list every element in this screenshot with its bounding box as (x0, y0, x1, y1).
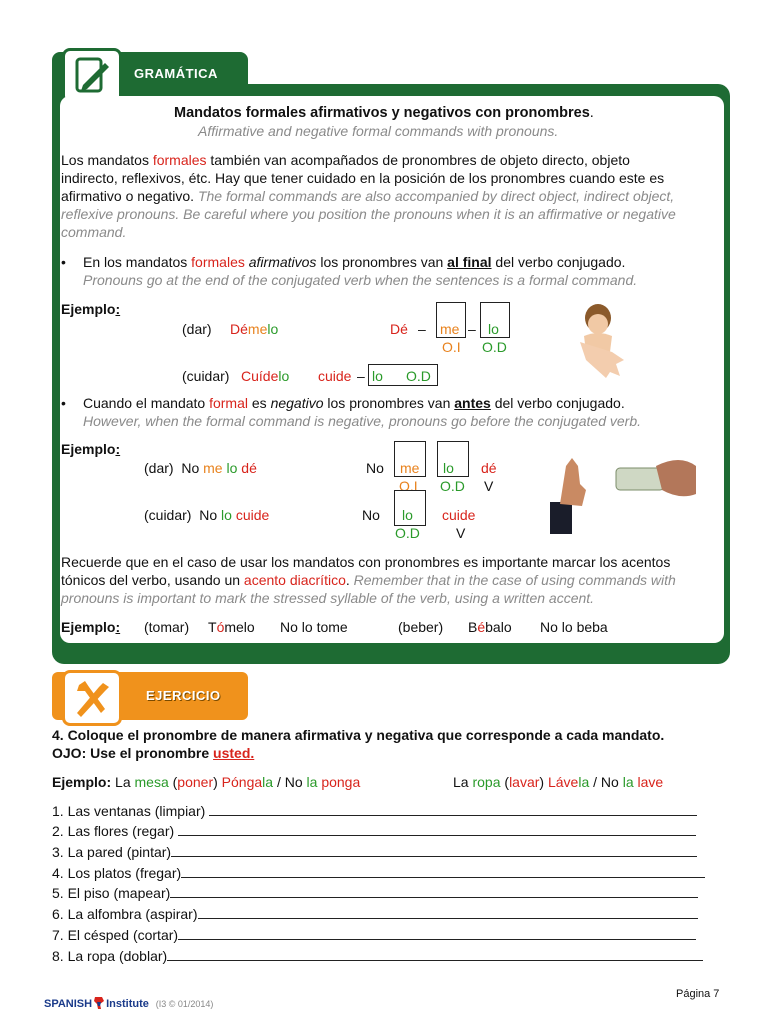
ex3-no-lo-tome: No lo tome (280, 619, 348, 635)
b1-italic: afirmativos (248, 254, 317, 270)
grammar-title (174, 104, 594, 122)
part: lo (267, 321, 279, 337)
ex2-row1 (144, 459, 257, 477)
accent-line-3: pronouns is important to mark the stressed syllable of the verb, using a written accent. (61, 590, 595, 606)
accent-text: tónicos del verbo, usando un (61, 572, 244, 588)
t: la (262, 774, 274, 790)
ex2-de: dé (481, 460, 497, 476)
t: ) (213, 774, 222, 790)
b1-bold: al final (447, 254, 492, 270)
item-text: 7. El césped (cortar) (52, 927, 179, 943)
map-icon (93, 996, 105, 1010)
ex2-od2: O.D (395, 525, 420, 541)
b1-text: En los mandatos (83, 254, 192, 270)
label: Ejemplo (52, 774, 107, 790)
title-period: . (589, 105, 594, 121)
item-text: 3. La pared (pintar) (52, 844, 172, 860)
grammar-subtitle: Affirmative and negative formal commands with pronouns. (198, 123, 559, 139)
colon: : (106, 774, 112, 790)
ex3-bebalo (468, 618, 512, 636)
t: / No (273, 774, 307, 790)
item-text: 2. Las flores (regar) (52, 823, 179, 839)
item-text: 6. La alfombra (aspirar) (52, 906, 198, 922)
t: La (453, 774, 473, 790)
ex2-row2 (144, 506, 269, 524)
answer-line[interactable] (181, 866, 705, 878)
t: la (622, 774, 634, 790)
ex2-lo: lo (443, 460, 454, 476)
ex1-verb-dar: (dar) (182, 321, 212, 337)
colon: : (115, 441, 121, 457)
answer-line[interactable] (171, 845, 697, 857)
answer-line[interactable] (178, 928, 696, 940)
ex2-cuide: cuide (442, 507, 476, 523)
exercise-example-2 (453, 773, 663, 791)
example-label (61, 618, 120, 636)
ex1-de: Dé (390, 321, 408, 337)
tools-icon (62, 670, 122, 726)
intro-line-2: indirecto, reflexivos, étc. Hay que tener cuidado en la posición de los pronombres cuando este es (61, 170, 665, 186)
intro-line-1 (61, 151, 630, 169)
exercise-item (52, 926, 696, 944)
ex2-me: me (400, 460, 420, 476)
ex2-v2: V (456, 525, 466, 541)
item-text: 8. La ropa (doblar) (52, 948, 168, 964)
intro-text: también van acompañados de pronombres de objeto directo, objeto (206, 152, 630, 168)
accent-gray: Remember that in the case of using commands with (353, 572, 676, 588)
t: lave (637, 774, 664, 790)
bullet-dot: • (61, 254, 66, 270)
intro-red: formales (152, 152, 207, 168)
example-label (61, 300, 120, 318)
part: lo (278, 368, 290, 384)
no: No (181, 460, 200, 476)
ex1-oi: O.I (442, 339, 461, 355)
ex2-lo2: lo (402, 507, 413, 523)
ex2-od: O.D (440, 478, 465, 494)
exercise-item (52, 822, 696, 840)
ex2-no2: No (362, 507, 380, 523)
t: ropa (472, 774, 501, 790)
instr-usted: usted. (213, 745, 255, 761)
ex1-me: me (440, 321, 460, 337)
item-text: 4. Los platos (fregar) (52, 865, 182, 881)
t: La (111, 774, 135, 790)
ex1-cuide: cuide (318, 368, 352, 384)
t: poner (177, 774, 214, 790)
ex1-od: O.D (482, 339, 507, 355)
exercise-item (52, 843, 697, 861)
t: la (578, 774, 590, 790)
answer-line[interactable] (178, 824, 696, 836)
t: Pónga (221, 774, 263, 790)
intro-text: Los mandatos (61, 152, 153, 168)
exercise-instruction-2 (52, 744, 254, 762)
exercise-item (52, 947, 703, 965)
answer-line[interactable] (209, 804, 697, 816)
t: Láve (547, 774, 579, 790)
ex3-tomelo (208, 618, 255, 636)
page-number: Página 7 (676, 988, 720, 1000)
ex3-beber: (beber) (398, 619, 444, 635)
t: mesa (134, 774, 169, 790)
b1-text: los pronombres van (316, 254, 448, 270)
t: / No (589, 774, 623, 790)
footer-note: (I3 © 01/2014) (155, 999, 214, 1009)
grammar-section-label: GRAMÁTICA (134, 66, 218, 81)
part: ó (216, 619, 225, 635)
instr-text: OJO: Use el pronombre (52, 745, 214, 761)
answer-line[interactable] (167, 949, 703, 961)
colon: : (115, 301, 121, 317)
b2-italic: negativo (270, 395, 324, 411)
ex1-od2: O.D (406, 368, 431, 384)
ex1-cuidelo (241, 367, 289, 385)
verb: (cuidar) (144, 507, 192, 523)
intro-line-3 (61, 187, 674, 205)
logo-spanish: SPANISH (44, 998, 93, 1010)
t: ( (168, 774, 178, 790)
exercise-item (52, 905, 698, 923)
colon: : (115, 619, 121, 635)
ex1-lo: lo (488, 321, 499, 337)
dash: – (357, 368, 365, 384)
footer-logo (44, 994, 213, 1010)
bullet2-translation: However, when the formal command is negative, pronouns go before the conjugated verb. (83, 413, 641, 429)
no: No (199, 507, 218, 523)
dash: – (468, 321, 476, 337)
b2-text: los pronombres van (323, 395, 455, 411)
answer-line[interactable] (170, 886, 698, 898)
intro-gray: The formal commands are also accompanied by direct object, indirect object, (197, 188, 675, 204)
b2-text: del verbo conjugado. (490, 395, 625, 411)
exercise-item (52, 884, 698, 902)
b2-text: Cuando el mandato (83, 395, 210, 411)
part: Dé (230, 321, 248, 337)
answer-line[interactable] (198, 907, 698, 919)
lo: lo (221, 507, 232, 523)
intro-text: afirmativo o negativo. (61, 188, 198, 204)
ex1-lo2: lo (372, 368, 383, 384)
de: dé (241, 460, 257, 476)
label: Ejemplo (61, 301, 116, 317)
child-hand-image (576, 302, 628, 382)
dash: – (418, 321, 426, 337)
example-label (61, 440, 120, 458)
exercise-instruction-1: 4. Coloque el pronombre de manera afirmativa y negativa que corresponde a cada mandato. (52, 727, 665, 743)
bullet1-translation: Pronouns go at the end of the conjugated verb when the sentences is a formal command. (83, 272, 638, 288)
ex1-demelo (230, 320, 278, 338)
refuse-money-image (550, 444, 698, 534)
bullet-dot: • (61, 395, 66, 411)
exercise-item (52, 802, 697, 820)
exercise-item (52, 864, 705, 882)
ex2-v: V (484, 478, 494, 494)
b2-text: es (248, 395, 271, 411)
logo-institute: Institute (106, 998, 149, 1010)
ex1-verb-cuidar: (cuidar) (182, 368, 230, 384)
accent-line-2 (61, 571, 676, 589)
b2-bold: antes (454, 395, 491, 411)
ex3-tomar: (tomar) (144, 619, 190, 635)
part: Cuíde (241, 368, 279, 384)
intro-line-4: reflexive pronouns. Be careful where you position the pronouns when it is an affirmative or negative (61, 206, 676, 222)
part: balo (485, 619, 512, 635)
part: me (247, 321, 268, 337)
accent-red: acento diacrítico (243, 572, 346, 588)
ex2-oi: O.I (399, 478, 418, 494)
accent-text: . (345, 572, 354, 588)
item-text: 1. Las ventanas (limpiar) (52, 803, 210, 819)
part: melo (224, 619, 255, 635)
me: me (203, 460, 223, 476)
t: lavar (509, 774, 540, 790)
t: ponga (321, 774, 361, 790)
b1-text: del verbo conjugado. (491, 254, 626, 270)
verb: (dar) (144, 460, 174, 476)
part: é (477, 619, 486, 635)
t: ) (539, 774, 548, 790)
accent-line-1: Recuerde que en el caso de usar los mandatos con pronombres es importante marcar los acentos (61, 554, 671, 570)
exercise-example (52, 773, 360, 791)
item-text: 5. El piso (mapear) (52, 885, 171, 901)
part: T (208, 619, 217, 635)
lo: lo (226, 460, 238, 476)
label: Ejemplo (61, 619, 116, 635)
exercise-section-label: EJERCICIO (146, 688, 221, 703)
t: ( (500, 774, 510, 790)
bullet2-text (83, 394, 625, 412)
intro-line-5: command. (61, 224, 127, 240)
label: Ejemplo (61, 441, 116, 457)
ex2-no: No (366, 460, 384, 476)
bullet1-text (83, 253, 625, 271)
title-text: Mandatos formales afirmativos y negativos con pronombres (174, 105, 590, 121)
b1-red: formales (191, 254, 245, 270)
cuide: cuide (235, 507, 270, 523)
part: B (468, 619, 478, 635)
t: la (306, 774, 318, 790)
b2-red: formal (209, 395, 248, 411)
ex3-no-lo-beba: No lo beba (540, 619, 608, 635)
